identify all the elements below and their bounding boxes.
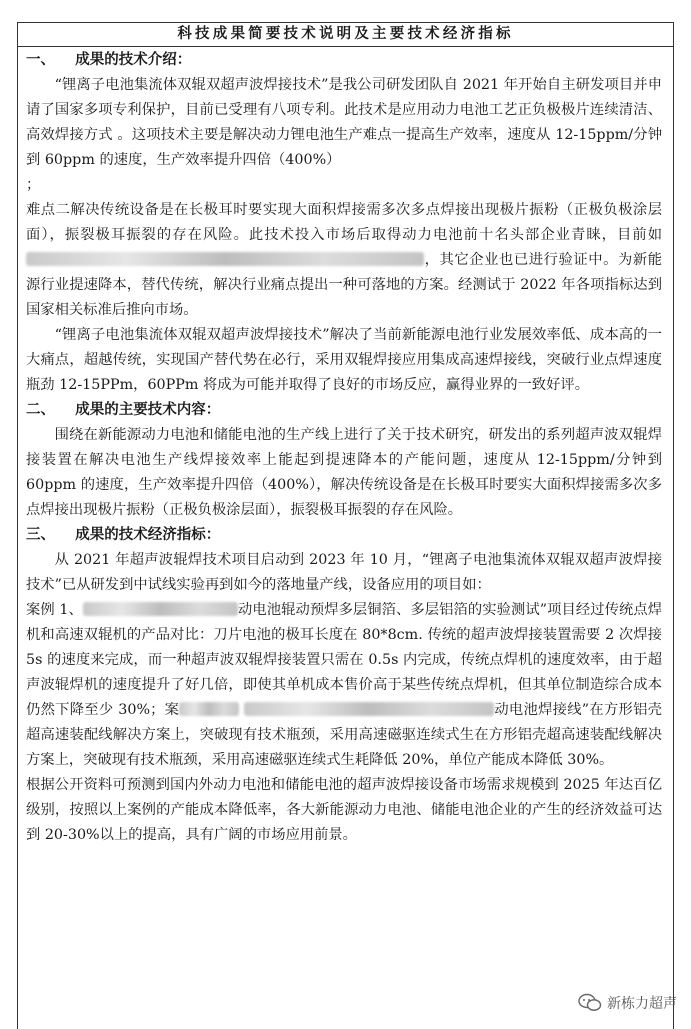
section1-paragraph2 <box>26 198 662 323</box>
case1-text: 动电池辊动预焊多层铜箔、多层铝箔的实验测试”项目经过传统点焊机和高速双辊机的产品对比：刀片电池的极耳长度在 80*8cm. 传统的超声波焊接装置需要 2 次焊接 5s 的速度来完成，而一种超声波双辊焊接装置只需在 0.5s 内完成，传统点焊机的速度效率，由于超声波辊焊机的速度提升了好几倍，即使其单机成本售价高于某些传统点焊机，但其单位制造综合成本仍然下降至少 30%；案 <box>26 602 663 718</box>
case-1 <box>26 598 662 773</box>
section1-heading: 一、 成果的技术介绍： <box>26 52 192 68</box>
section3-paragraph1: 从 2021 年超声波辊焊技术项目启动到 2023 年 10 月，“锂离子电池集流体双辊双超声波焊接技术”已从研发到中试线实验再到如今的落地量产线，设备应用的项目如： <box>26 552 662 593</box>
case1-label: 案例 1、 <box>26 602 83 618</box>
watermark-text: 新栋力超声 <box>607 996 677 1012</box>
redacted-text <box>244 702 494 716</box>
redacted-text <box>83 602 238 616</box>
section3-conclusion: 根据公开资料可预测到国内外动力电池和储能电池的超声波焊接设备市场需求规模到 2025 年达百亿级别，按照以上案例的产能成本降低率，各大新能源动力电池、储能电池企业的产生的经济效益可达到 20-30%以上的提高，具有广阔的市场应用前景。 <box>26 777 662 843</box>
section1-paragraph3: “锂离子电池集流体双辊双超声波焊接技术”解决了当前新能源电池行业发展效率低、成本高的一大痛点，超越传统，实现国产替代势在必行，采用双辊焊接应用集成高速焊接线，突破行业点焊速度瓶劲 12-15PPm，60PPm 将成为可能并取得了良好的市场反应，赢得业界的一致好评。 <box>26 327 662 393</box>
watermark <box>578 993 677 1013</box>
section3-heading: 三、 成果的技术经济指标： <box>26 527 221 543</box>
redacted-text <box>26 252 424 266</box>
section2-paragraph1: 围绕在新能源动力电池和储能电池的生产线上进行了关于技术研究，研发出的系列超声波双辊焊接装置在解决电池生产线焊接效率上能起到提速降本的产能问题，速度从 12-15ppm/分钟到 60ppm 的速度，生产效率提升四倍（400%），解决传统设备是在长极耳时要实大面积焊接需多次多点焊接出现极片振粉（正极负极涂层面），振裂极耳振裂的存在风险。 <box>26 427 662 518</box>
document-body <box>26 48 662 848</box>
section1-paragraph2-end: ，其它企业也已进行验证中。为新能源行业提速降本，替代传统，解决行业痛点提出一种可落地的方案。经测试于 2022 年各项指标达到国家相关标准后推向市场。 <box>26 252 662 318</box>
section1-paragraph1: “锂离子电池集流体双辊双超声波焊接技术”是我公司研发团队自 2021 年开始自主研发项目并申请了国家多项专利保护，目前已受理有八项专利。此技术是应用动力电池工艺正负极极片连续清洁、高效焊接方式 。这项技术主要是解决动力锂电池生产难点一提高生产效率，速度从 12-15ppm/分钟到 60ppm 的速度，生产效率提升四倍（400%） <box>26 77 662 168</box>
case2-text: 动电池焊接线”在方形铝壳超高速装配线解决方案上，突破现有技术瓶颈，采用高速磁驱连续式生在方形铝壳超高速装配线解决方案上，突破现有技术瓶颈，采用高速磁驱连续式生耗降低 20%，单位产能成本降低 30%。 <box>26 702 663 768</box>
wechat-icon <box>578 993 602 1013</box>
section2-heading: 二、 成果的主要技术内容： <box>26 402 221 418</box>
document-title: 科技成果简要技术说明及主要技术经济指标 <box>18 23 673 47</box>
section1-paragraph1-tail: ； <box>26 177 41 193</box>
section1-paragraph2-start: 难点二解决传统设备是在长极耳时要实现大面积焊接需多次多点焊接出现极片振粉（正极负极涂层面），振裂极耳振裂的存在风险。此技术投入市场后取得动力电池前十名头部企业青睐，目前如 <box>26 202 662 243</box>
redacted-text <box>179 702 239 716</box>
